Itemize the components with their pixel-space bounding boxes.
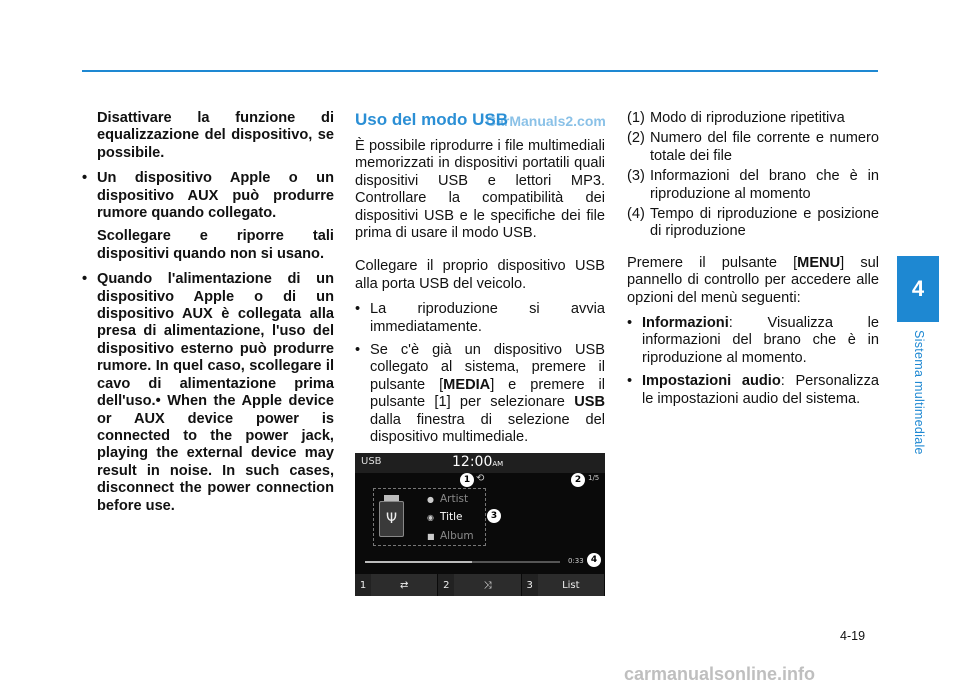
music-icon: ◉ [427, 513, 434, 522]
file-count: 1/5 [588, 474, 600, 482]
right-column [627, 110, 879, 414]
section-title: Uso del modo USB [355, 110, 509, 129]
screen-header [355, 453, 605, 473]
media-keyword: MEDIA [443, 376, 491, 393]
person-icon: ● [427, 495, 434, 504]
list-button: List [538, 574, 604, 596]
list-item: (2) Numero del file corrente e numero totale dei file [627, 130, 879, 164]
key-2: 2 [438, 574, 454, 596]
bullet-item: • Impostazioni audio: Personalizza le impostazioni audio del sistema. [627, 373, 879, 407]
middle-column [355, 110, 605, 453]
key-1: 1 [355, 574, 371, 596]
bullet-item: • La riproduzione si avvia immediatamente. [355, 301, 605, 335]
paragraph: È possibile riprodurre i file multimediali memorizzati in dispositivi portatili quali dispositivi USB e lettori MP3. Controllare la compatibilità dei dispositivi USB e le specifiche dei file prima di usare il modo USB. [355, 138, 605, 242]
repeat-icon: ⟲ [476, 473, 485, 484]
left-column [82, 110, 334, 521]
paragraph: Collegare il proprio dispositivo USB alla porta USB del veicolo. [355, 258, 605, 292]
list-item: (3) Informazioni del brano che è in riproduzione al momento [627, 168, 879, 202]
clock: 12:00AM [452, 454, 504, 470]
progress-bar [365, 561, 560, 563]
list-item: (1) Modo di riproduzione ripetitiva [627, 110, 845, 126]
watermark: CarManuals2.com [486, 113, 606, 129]
title-row: ◉ Title [427, 511, 463, 523]
list-item: (4) Tempo di riproduzione e posizione di riproduzione [627, 206, 879, 240]
artist-row: ● Artist [427, 493, 469, 505]
bullet-item: • Informazioni: Visualizza le informazioni del brano che è in riproduzione al momento. [627, 315, 879, 366]
top-rule [82, 70, 878, 72]
usb-keyword: USB [574, 394, 605, 411]
repeat-button: ⇄ [371, 574, 437, 596]
paragraph: Premere il pulsante [MENU] sul pannello di controllo per accedere alle opzioni del menù seguenti: [627, 254, 880, 306]
page-number: 4-19 [840, 629, 866, 643]
callout-badge: 4 [587, 553, 601, 567]
key-3: 3 [522, 574, 538, 596]
play-time: 0:33 [568, 557, 584, 565]
usb-device-icon: Ψ [379, 501, 404, 537]
paragraph: Scollegare e riporre tali dispositivi quando non si usano. [97, 228, 334, 262]
paragraph: Disattivare la funzione di equalizzazione del dispositivo, se possibile. [97, 110, 334, 161]
callout-badge: 2 [571, 473, 585, 487]
callout-badge: 1 [460, 473, 474, 487]
bullet-item: • Se c'è già un dispositivo USB collegato al sistema, premere il pulsante [MEDIA] e premere il pulsante [1] per selezionare USB dalla finestra di selezione del dispositivo multimediale. [355, 342, 605, 446]
footer-site: carmanualsonline.info [624, 664, 816, 684]
chapter-tab: 4 [897, 256, 939, 322]
album-row: ■ Album [427, 530, 474, 542]
chapter-label: Sistema multimediale [912, 330, 926, 455]
screen-bottom-bar [355, 574, 605, 596]
bullet-item: • Un dispositivo Apple o un dispositivo AUX può produrre rumore quando collegato. [82, 170, 334, 222]
menu-keyword: MENU [797, 254, 841, 271]
usb-screen-figure [355, 453, 605, 596]
album-icon: ■ [427, 532, 435, 541]
shuffle-button: ⤨ [454, 574, 520, 596]
bullet-item: • Quando l'alimentazione di un dispositivo Apple o di un dispositivo AUX è collegata alla presa di alimentazione, l'uso del dispositivo esterno può produrre rumore. In quel caso, scollegare il cavo di alimentazione prima dell'uso.• When the Apple device or AUX device power is connected to the power jack, playing the external device may result in noise. In such cases, disconnect the power connection before use. [82, 271, 334, 514]
callout-badge: 3 [487, 509, 501, 523]
mode-label: USB [361, 456, 382, 467]
